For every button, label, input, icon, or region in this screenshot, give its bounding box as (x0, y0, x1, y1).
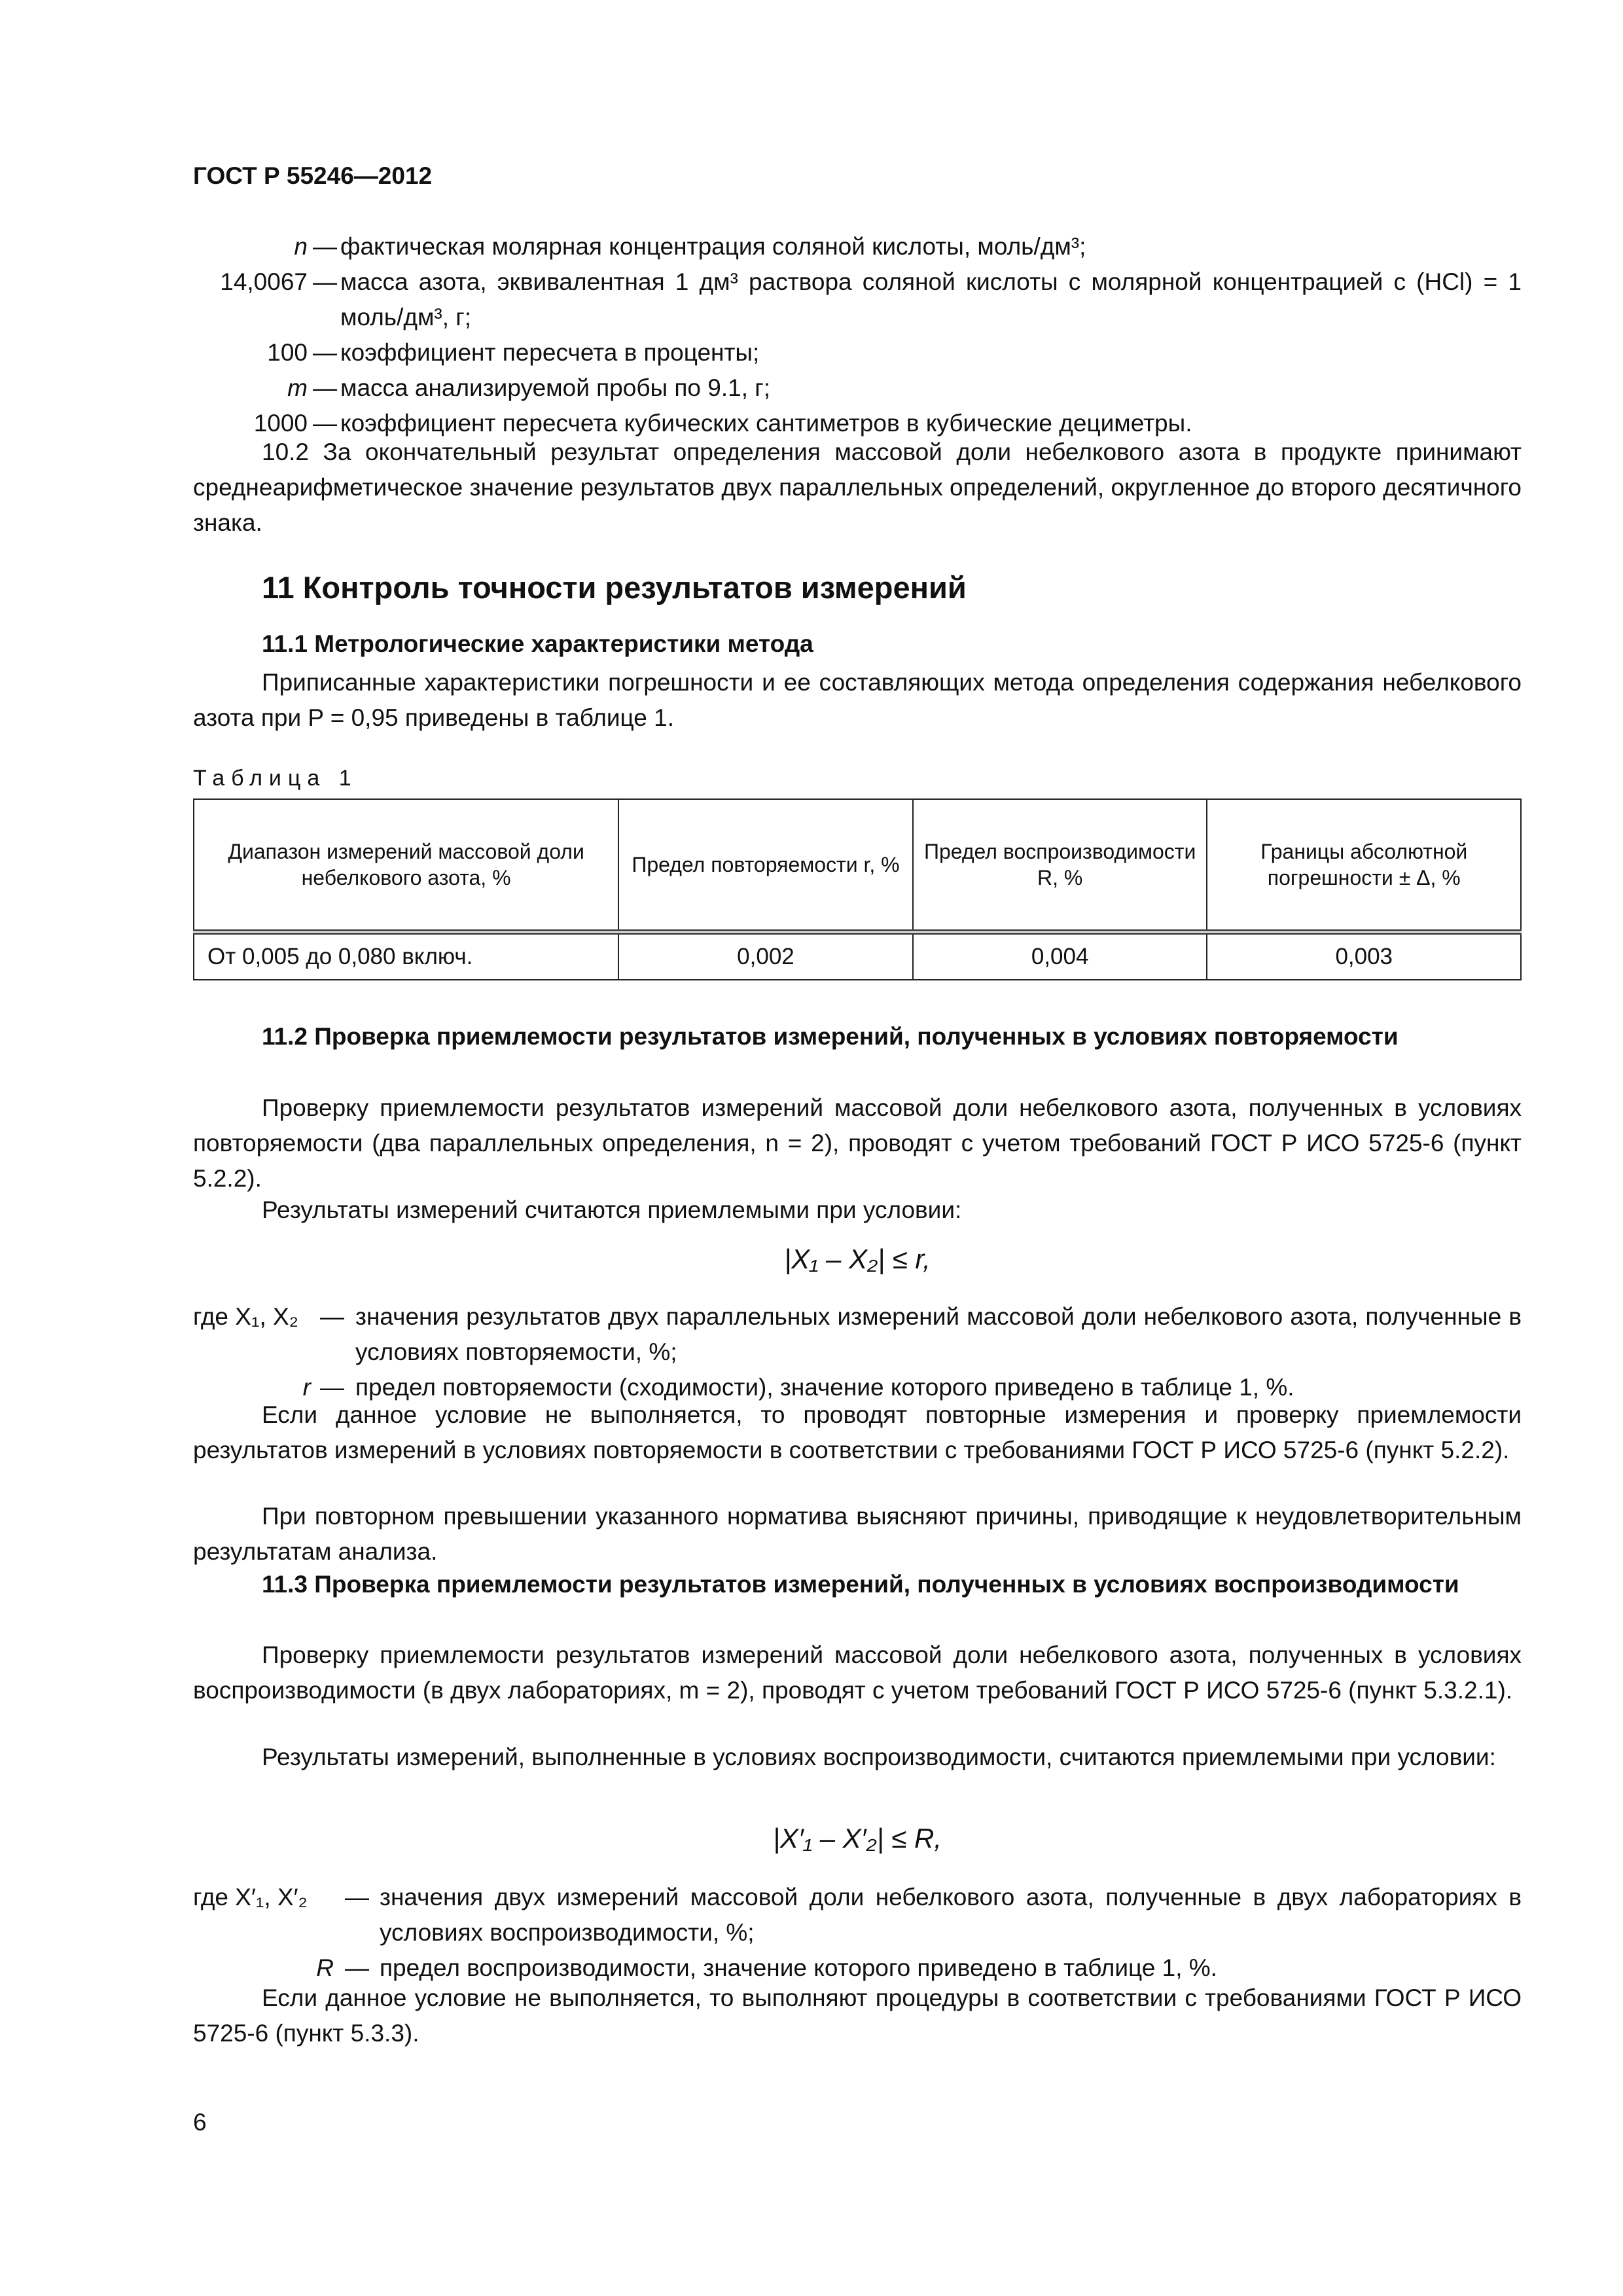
legend-text: предел повторяемости (сходимости), значение которого приведено в таблице 1, %. (355, 1374, 1294, 1401)
table-header-cell: Диапазон измерений массовой доли небелкового азота, % (194, 799, 618, 932)
legend-text: значения двух измерений массовой доли небелкового азота, полученные в двух лабораториях в условиях воспроизводимости, %; (380, 1884, 1522, 1946)
subsection-11-1-title: 11.1 Метрологические характеристики метода (262, 630, 813, 657)
table-header-cell: Предел повторяемости r, % (618, 799, 913, 932)
legend-symbol: 14,0067 (220, 268, 308, 295)
table-cell: 0,002 (618, 932, 913, 980)
paragraph-10-2: 10.2 За окончательный результат определения массовой доли небелкового азота в продукте принимают среднеарифметическое значение результатов двух параллельных определений, округленное до второго десятичного знака. (193, 439, 1522, 536)
page-number: 6 (193, 2109, 207, 2136)
legend-text: коэффициент пересчета кубических сантиметров в кубические дециметры. (340, 410, 1192, 437)
paragraph-11-3-1: Проверку приемлемости результатов измерений массовой доли небелкового азота, полученных в условиях воспроизводимости (в двух лабораториях, m = 2), проводят с учетом требований ГОСТ Р ИСО 5725-6 (пункт 5.3.2.1). (193, 1641, 1522, 1704)
legend-item-14-0067: 14,0067 — масса азота, эквивалентная 1 дм³ раствора соляной кислоты с молярной концентрацией c (HCl) = 1 моль/дм³, г; (193, 264, 1522, 335)
section-11-title: 11 Контроль точности результатов измерений (262, 570, 967, 605)
table-header-row (194, 799, 1521, 932)
paragraph-11-1: Приписанные характеристики погрешности и ее составляющих метода определения содержания небелкового азота при P = 0,95 приведены в таблице 1. (193, 669, 1522, 731)
legend-text: предел воспроизводимости, значение которого приведено в таблице 1, %. (380, 1954, 1217, 1981)
paragraph-11-3-3: Если данное условие не выполняется, то выполняют процедуры в соответствии с требованиями ГОСТ Р ИСО 5725-6 (пункт 5.3.3). (193, 1984, 1522, 2047)
legend-text: коэффициент пересчета в проценты; (340, 339, 760, 366)
legend-item-x1p-x2p: где X′₁, X′₂ — значения двух измерений массовой доли небелкового азота, полученные в двух лабораториях в условиях воспроизводимости, %; (193, 1880, 1522, 1950)
paragraph-11-2-2: Результаты измерений считаются приемлемыми при условии: (262, 1196, 962, 1223)
formula-repeatability: |X₁ – X₂| ≤ r, (784, 1244, 931, 1274)
table-1 (193, 798, 1522, 980)
legend-item-100: 100 — коэффициент пересчета в проценты; (193, 335, 1522, 370)
legend-symbol: m (287, 374, 308, 401)
table-row (194, 932, 1521, 980)
legend-symbol: r (302, 1374, 311, 1401)
table-cell: 0,003 (1207, 932, 1521, 980)
legend-symbol: где X′₁, X′₂ (193, 1884, 308, 1910)
legend-text: значения результатов двух параллельных измерений массовой доли небелкового азота, полученные в условиях повторяемости, %; (355, 1303, 1522, 1365)
legend-symbol: 1000 (253, 410, 308, 437)
table-caption: Таблица 1 (193, 766, 358, 791)
legend-symbol: где X₁, X₂ (193, 1303, 299, 1330)
table-header-cell: Границы абсолютной погрешности ± Δ, % (1207, 799, 1521, 932)
subsection-11-2-title: 11.2 Проверка приемлемости результатов измерений, полученных в условиях повторяемости (262, 1023, 1399, 1050)
legend-symbol: n (294, 233, 308, 260)
legend-symbol: R (316, 1954, 334, 1981)
table-header-cell: Предел воспроизводимости R, % (913, 799, 1207, 932)
legend-item-m: m — масса анализируемой пробы по 9.1, г; (193, 370, 1522, 406)
legend-text: масса азота, эквивалентная 1 дм³ раствора соляной кислоты с молярной концентрацией c (HCl) = 1 моль/дм³, г; (340, 268, 1522, 331)
legend-item-n: n — фактическая молярная концентрация соляной кислоты, моль/дм³; (193, 229, 1522, 264)
legend-text: фактическая молярная концентрация соляной кислоты, моль/дм³; (340, 233, 1086, 260)
legend-item-x1-x2: где X₁, X₂ — значения результатов двух параллельных измерений массовой доли небелкового азота, полученные в условиях повторяемости, %; (193, 1299, 1522, 1370)
paragraph-11-2-3: Если данное условие не выполняется, то проводят повторные измерения и проверку приемлемости результатов измерений в условиях повторяемости в соответствии с требованиями ГОСТ Р ИСО 5725-6 (пункт 5.2.2). (193, 1401, 1522, 1463)
formula-reproducibility: |X′₁ – X′₂| ≤ R, (773, 1823, 942, 1854)
legend-text: масса анализируемой пробы по 9.1, г; (340, 374, 771, 401)
legend-symbol: 100 (267, 339, 308, 366)
legend-item-R: R — предел воспроизводимости, значение которого приведено в таблице 1, %. (193, 1950, 1522, 1986)
legend-item-1000: 1000 — коэффициент пересчета кубических сантиметров в кубические дециметры. (193, 406, 1522, 441)
table-cell: От 0,005 до 0,080 включ. (194, 932, 618, 980)
paragraph-11-3-2: Результаты измерений, выполненные в условиях воспроизводимости, считаются приемлемыми при условии: (262, 1744, 1496, 1770)
document-header: ГОСТ Р 55246—2012 (193, 162, 433, 189)
legend-item-r: r — предел повторяемости (сходимости), значение которого приведено в таблице 1, %. (193, 1370, 1522, 1405)
paragraph-11-2-1: Проверку приемлемости результатов измерений массовой доли небелкового азота, полученных в условиях повторяемости (два параллельных определения, n = 2), проводят с учетом требований ГОСТ Р ИСО 5725-6 (пункт 5.2.2). (193, 1094, 1522, 1192)
table-cell: 0,004 (913, 932, 1207, 980)
paragraph-11-2-4: При повторном превышении указанного норматива выясняют причины, приводящие к неудовлетворительным результатам анализа. (193, 1503, 1522, 1565)
subsection-11-3-title: 11.3 Проверка приемлемости результатов измерений, полученных в условиях воспроизводимости (262, 1571, 1459, 1598)
